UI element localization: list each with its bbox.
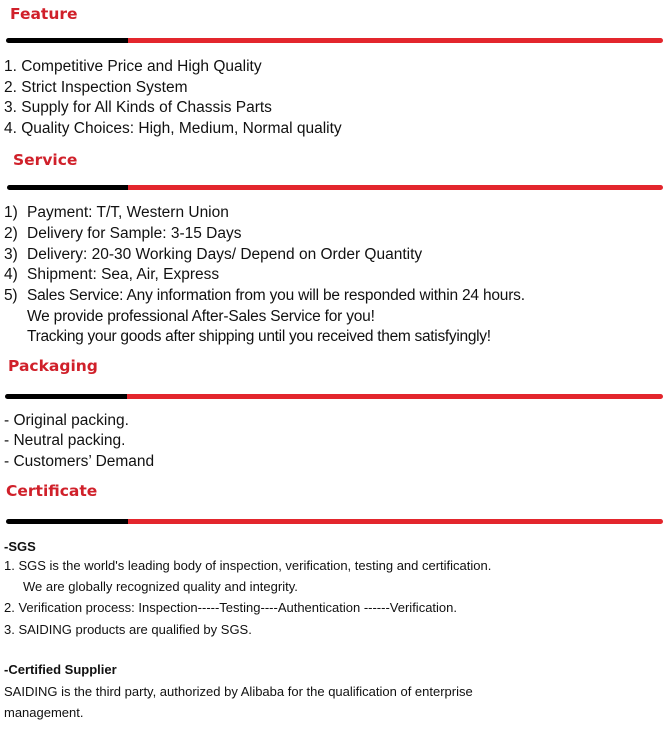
service-title: Service <box>13 151 78 169</box>
feature-item: 1. Competitive Price and High Quality <box>4 58 262 75</box>
certified-supplier-text: management. <box>4 705 84 720</box>
feature-title: Feature <box>10 5 78 23</box>
certificate-divider <box>6 519 663 524</box>
packaging-item: - Neutral packing. <box>4 432 126 449</box>
feature-item: 2. Strict Inspection System <box>4 79 188 96</box>
sgs-item: 2. Verification process: Inspection-----Testing----Authentication ------Verification. <box>4 600 457 615</box>
service-item: 4) Shipment: Sea, Air, Express <box>4 266 220 283</box>
sgs-item: We are globally recognized quality and integrity. <box>23 579 298 594</box>
feature-item: 3. Supply for All Kinds of Chassis Parts <box>4 99 272 116</box>
service-item: 2) Delivery for Sample: 3-15 Days <box>4 225 242 242</box>
feature-divider <box>6 38 663 43</box>
packaging-divider <box>5 394 663 399</box>
service-continuation: We provide professional After-Sales Service for you! <box>27 308 375 325</box>
certified-supplier-heading: -Certified Supplier <box>4 662 117 677</box>
certified-supplier-text: SAIDING is the third party, authorized by Alibaba for the qualification of enterprise <box>4 684 473 699</box>
sgs-item: 3. SAIDING products are qualified by SGS. <box>4 622 252 637</box>
sgs-item: 1. SGS is the world's leading body of inspection, verification, testing and certification. <box>4 558 492 573</box>
service-continuation: Tracking your goods after shipping until you received them satisfyingly! <box>27 328 491 345</box>
feature-item: 4. Quality Choices: High, Medium, Normal quality <box>4 120 342 137</box>
packaging-title: Packaging <box>8 357 98 375</box>
service-divider <box>7 185 663 190</box>
service-item: 5) Sales Service: Any information from you will be responded within 24 hours. <box>4 287 525 304</box>
certificate-title: Certificate <box>6 482 98 500</box>
packaging-item: - Original packing. <box>4 412 129 429</box>
packaging-item: - Customers’ Demand <box>4 453 155 470</box>
service-item: 1) Payment: T/T, Western Union <box>4 204 229 221</box>
sgs-heading: -SGS <box>4 539 36 554</box>
service-item: 3) Delivery: 20-30 Working Days/ Depend on Order Quantity <box>4 246 423 263</box>
